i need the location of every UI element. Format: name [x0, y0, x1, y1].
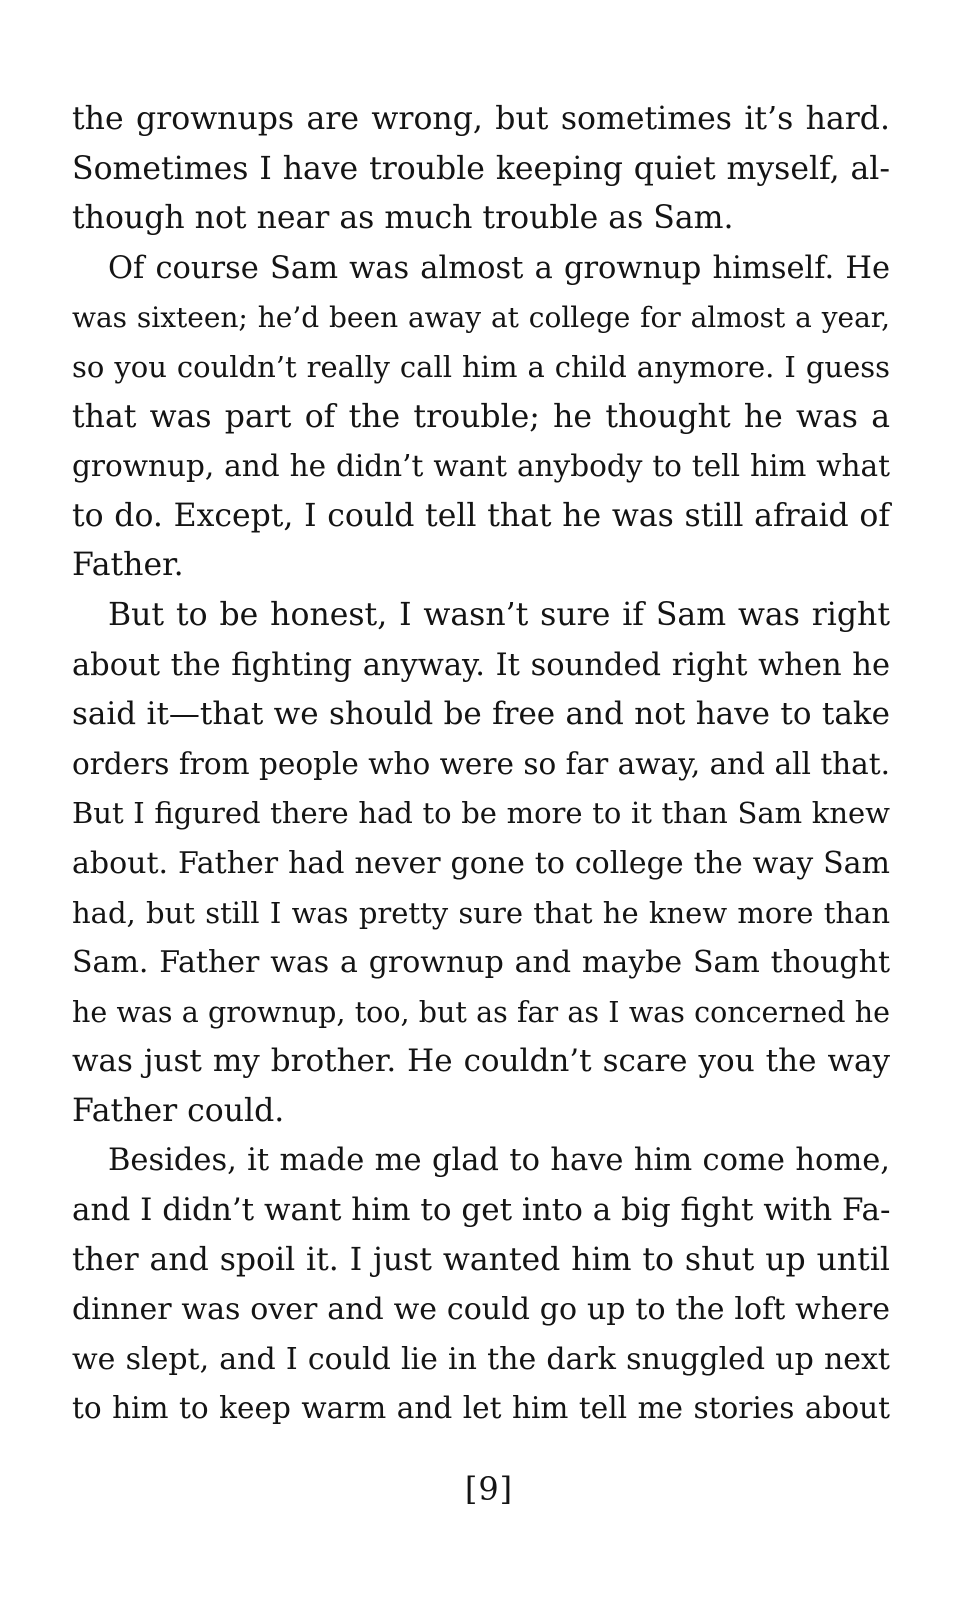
text-line: But to be honest, I wasn’t sure if Sam was right — [108, 596, 890, 633]
text-line: about. Father had never gone to college the way Sam — [72, 845, 890, 881]
text-line: to him to keep warm and let him tell me stories about — [72, 1391, 890, 1426]
text-line: was just my brother. He couldn’t scare you the way — [72, 1043, 890, 1080]
text-line: Father could. — [72, 1092, 285, 1129]
text-line: was sixteen; he’d been away at college for almost a year, — [72, 301, 890, 335]
text-line: But I figured there had to be more to it than Sam knew — [72, 796, 890, 831]
text-line: Besides, it made me glad to have him come home, — [108, 1143, 890, 1179]
text-line: orders from people who were so far away, and all that. — [72, 746, 890, 781]
text-line: said it—that we should be free and not have to take — [72, 696, 890, 733]
body-text — [72, 95, 890, 1434]
text-line: and I didn’t want him to get into a big fight with Fa- — [72, 1192, 891, 1229]
text-line: ther and spoil it. I just wanted him to shut up until — [72, 1241, 890, 1278]
text-line: to do. Except, I could tell that he was still afraid of — [72, 497, 890, 534]
text-line: Of course Sam was almost a grownup himself. He — [108, 250, 890, 286]
text-line: though not near as much trouble as Sam. — [72, 200, 734, 237]
text-line: Father. — [72, 547, 184, 584]
text-line: he was a grownup, too, but as far as I was concerned he — [72, 995, 890, 1029]
text-line: that was part of the trouble; he thought he was a — [72, 398, 890, 435]
text-line: had, but still I was pretty sure that he knew more than — [72, 895, 890, 930]
text-line: about the fighting anyway. It sounded right when he — [72, 647, 890, 683]
text-line: so you couldn’t really call him a child anymore. I guess — [72, 349, 890, 384]
text-line: we slept, and I could lie in the dark snuggled up next — [72, 1341, 890, 1377]
text-line: Sometimes I have trouble keeping quiet myself, al- — [72, 150, 890, 187]
text-line: grownup, and he didn’t want anybody to tell him what — [72, 449, 890, 484]
text-line: Sam. Father was a grownup and maybe Sam thought — [72, 945, 890, 981]
text-line: the grownups are wrong, but sometimes it’s hard. — [72, 101, 890, 137]
page-number: [9] — [464, 1470, 514, 1508]
text-line: dinner was over and we could go up to the loft where — [72, 1292, 890, 1328]
